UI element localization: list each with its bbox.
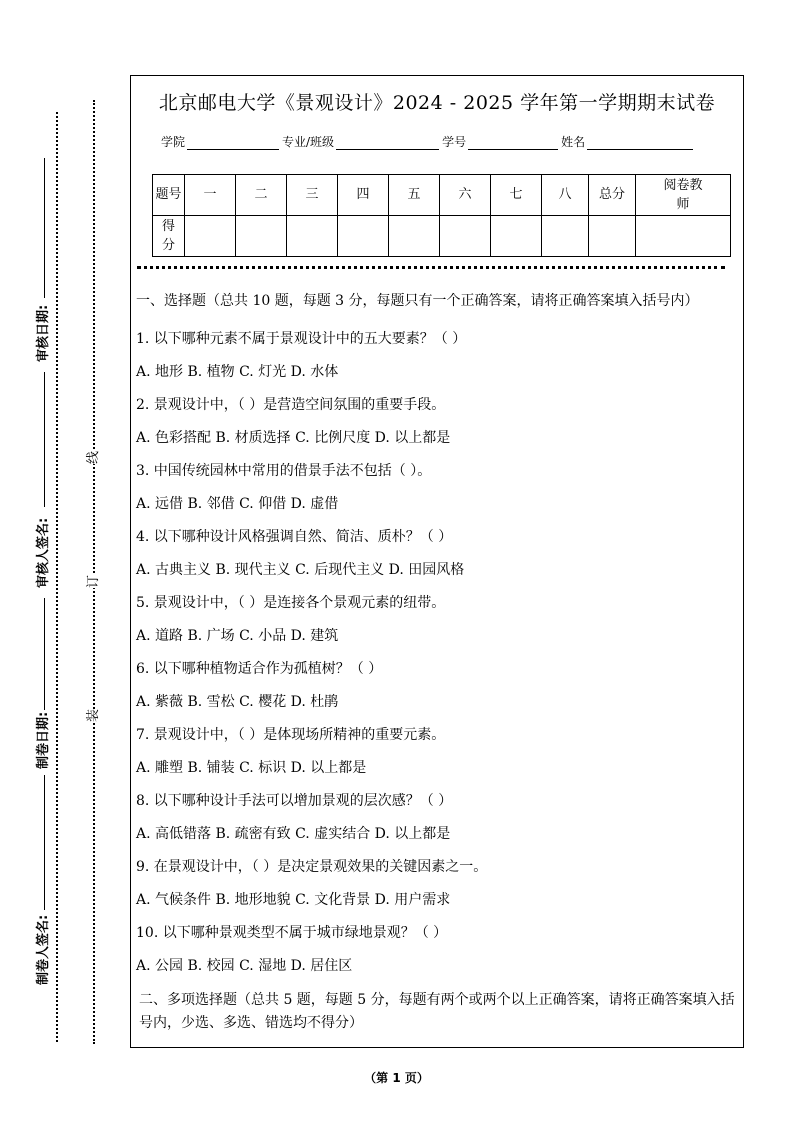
exam-sheet — [130, 75, 744, 1048]
question-10: 10. 以下哪种景观类型不属于城市绿地景观？（ ） — [136, 925, 448, 941]
name-label: 姓名 — [561, 135, 586, 149]
question-3-options: A. 远借 B. 邻借 C. 仰借 D. 虚借 — [136, 496, 339, 512]
score-table-score-row — [153, 216, 731, 257]
question-4: 4. 以下哪种设计风格强调自然、简洁、质朴？（ ） — [136, 529, 453, 545]
col-6: 六 — [440, 175, 491, 216]
reviewer-signature-label: 审核人签名: — [36, 517, 51, 588]
score-cell[interactable] — [389, 216, 440, 257]
creator-signature-blank — [44, 775, 45, 910]
col-grader: 阅卷教师 — [636, 175, 731, 216]
score-cell[interactable] — [636, 216, 731, 257]
exam-content — [136, 290, 739, 1035]
score-cell[interactable] — [236, 216, 287, 257]
score-table-header-row — [153, 175, 731, 216]
question-6-options: A. 紫薇 B. 雪松 C. 樱花 D. 杜鹃 — [136, 694, 339, 710]
creator-signature-label: 制卷人签名: — [36, 914, 51, 985]
col-1: 一 — [185, 175, 236, 216]
col-2: 二 — [236, 175, 287, 216]
col-5: 五 — [389, 175, 440, 216]
binding-char-staple: 订 — [82, 575, 101, 588]
question-3: 3. 中国传统园林中常用的借景手法不包括（ ）。 — [136, 463, 432, 479]
question-1-options: A. 地形 B. 植物 C. 灯光 D. 水体 — [136, 364, 339, 380]
question-8: 8. 以下哪种设计手法可以增加景观的层次感？（ ） — [136, 793, 453, 809]
score-cell[interactable] — [491, 216, 542, 257]
creation-date-label: 制卷日期: — [36, 711, 51, 769]
major-field[interactable] — [336, 137, 439, 150]
review-date-blank — [44, 158, 45, 298]
score-table — [152, 174, 731, 257]
col-4: 四 — [338, 175, 389, 216]
score-cell[interactable] — [542, 216, 589, 257]
question-2-options: A. 色彩搭配 B. 材质选择 C. 比例尺度 D. 以上都是 — [136, 430, 451, 446]
binding-line — [93, 100, 95, 1044]
review-date-label: 审核日期: — [36, 304, 51, 362]
question-5-options: A. 道路 B. 广场 C. 小品 D. 建筑 — [136, 628, 339, 644]
dotted-separator — [137, 266, 725, 269]
question-7-options: A. 雕塑 B. 铺装 C. 标识 D. 以上都是 — [136, 760, 367, 776]
page-number: （第 1 页） — [364, 1071, 429, 1085]
score-header: 得分 — [153, 216, 185, 257]
binding-char-line: 线 — [82, 451, 101, 464]
col-3: 三 — [287, 175, 338, 216]
question-7: 7. 景观设计中，（ ）是体现场所精神的重要元素。 — [136, 727, 446, 743]
score-cell[interactable] — [589, 216, 636, 257]
question-4-options: A. 古典主义 B. 现代主义 C. 后现代主义 D. 田园风格 — [136, 562, 465, 578]
major-label: 专业/班级 — [282, 135, 335, 149]
question-1: 1. 以下哪种元素不属于景观设计中的五大要素？（ ） — [136, 331, 467, 347]
name-field[interactable] — [587, 137, 693, 150]
col-7: 七 — [491, 175, 542, 216]
question-6: 6. 以下哪种植物适合作为孤植树？（ ） — [136, 661, 383, 677]
score-cell[interactable] — [287, 216, 338, 257]
reviewer-signature-blank — [44, 372, 45, 507]
student-id-label: 学号 — [442, 135, 467, 149]
seal-line-outer — [56, 112, 58, 1042]
score-cell[interactable] — [338, 216, 389, 257]
creation-date-blank — [44, 598, 45, 710]
student-id-field[interactable] — [468, 137, 558, 150]
col-total: 总分 — [589, 175, 636, 216]
question-number-header: 题号 — [153, 175, 185, 216]
college-field[interactable] — [187, 137, 279, 150]
section-2-heading: 二、多项选择题（总共 5 题，每题 5 分，每题有两个或两个以上正确答案，请将正确答案填入括号内，少选、多选、错选均不得分） — [139, 992, 735, 1031]
question-5: 5. 景观设计中，（ ）是连接各个景观元素的纽带。 — [136, 595, 446, 611]
question-9-options: A. 气候条件 B. 地形地貌 C. 文化背景 D. 用户需求 — [136, 892, 451, 908]
exam-title: 北京邮电大学《景观设计》2024 - 2025 学年第一学期期末试卷 — [158, 92, 716, 114]
question-10-options: A. 公园 B. 校园 C. 湿地 D. 居住区 — [136, 958, 353, 974]
college-label: 学院 — [161, 135, 186, 149]
question-2: 2. 景观设计中，（ ）是营造空间氛围的重要手段。 — [136, 397, 446, 413]
section-1-heading: 一、选择题（总共 10 题，每题 3 分，每题只有一个正确答案，请将正确答案填入括号内） — [136, 293, 699, 309]
score-cell[interactable] — [440, 216, 491, 257]
question-8-options: A. 高低错落 B. 疏密有致 C. 虚实结合 D. 以上都是 — [136, 826, 451, 842]
score-cell[interactable] — [185, 216, 236, 257]
student-info-row — [161, 133, 696, 150]
question-9: 9. 在景观设计中，（ ）是决定景观效果的关键因素之一。 — [136, 859, 488, 875]
binding-char-fold: 装 — [82, 709, 101, 722]
col-8: 八 — [542, 175, 589, 216]
